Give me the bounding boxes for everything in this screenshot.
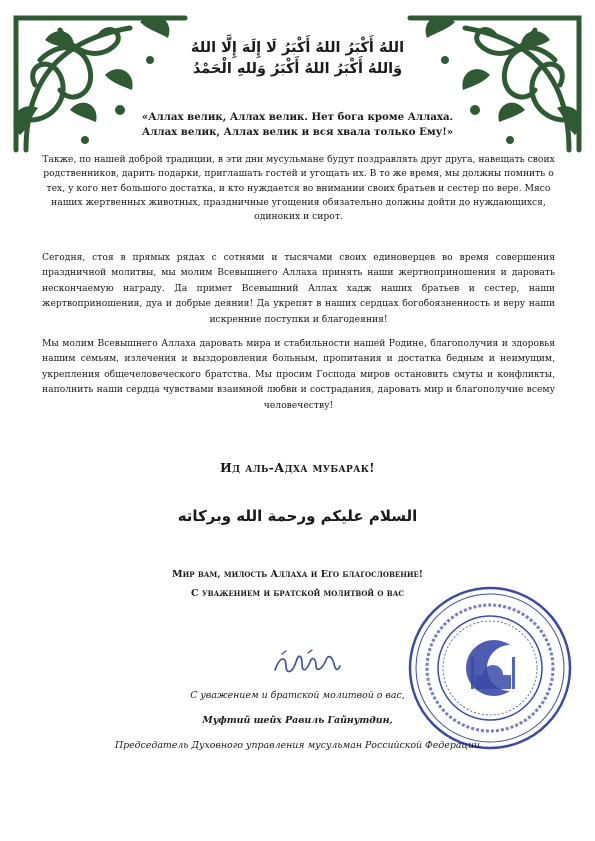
signoff-line-1: С уважением и братской молитвой о вас,: [190, 690, 405, 701]
arabic-takbir-line-2: وَاللهُ أَكْبَرُ اللهُ أَكْبَرُ وَللهِ الْحَمْدُ: [192, 61, 403, 77]
arabic-takbir-line-1: اللهُ أَكْبَرُ اللهُ أَكْبَرُ لَا إِلَهَ إِلَّا اللهُ: [190, 40, 405, 56]
takbir-translation-line-2: Аллах велик, Аллах велик и вся хвала только Ему!»: [141, 126, 454, 138]
paragraph-supplication: Мы молим Всевышнего Аллаха даровать мира и стабильности нашей Родине, благополучия и здоровья нашим семьям, излечения и выздоровления больным, пропитания и достатка бедным и неимущим, укрепления общечеловеческого братства. Мы просим Господа миров остановить смуты и конфликты, наполнить наши сердца чувствами взаимной любви и сострадания, даровать мир и благополучие всему человечеству!: [42, 338, 555, 411]
arabic-takbir-heading: [140, 38, 455, 80]
signoff-title: Председатель Духовного управления мусульман Российской Федерации: [114, 740, 481, 751]
paragraph-traditions: Также, по нашей доброй традиции, в эти дни мусульмане будут поздравлять друг друга, навещать своих родственников, дарить подарки, приглашать гостей и угощать их. В то же время, мы должны помнить о тех, у кого нет большого достатка, и кто нуждается во внимании своих братьев и сестер по вере. Мясо наших жертвенных животных, праздничные угощения обязательно должны дойти до нуждающихся, одиноких и сирот.: [42, 154, 555, 223]
peace-line-2: С уважением и братской молитвой о вас: [191, 588, 404, 599]
salam-arabic: السلام عليكم ورحمة الله وبركاته: [177, 507, 418, 525]
signoff-block: [0, 690, 595, 765]
mufti-signature: [272, 648, 342, 678]
paragraph-prayer: Сегодня, стоя в прямых рядах с сотнями и тысячами своих единоверцев во время совершения праздничной молитвы, мы молим Всевышнего Аллаха принять наши жертвоприношения и даровать нескончаемую награду. Да примет Всевышний Аллах хадж наших братьев и сестер, наши жертвоприношения, дуа и добрые деяния! Да укрепят в наших сердцах богобоязненность и веру наши искренние поступки и благодеяния!: [42, 252, 555, 325]
takbir-translation: [120, 110, 475, 140]
takbir-translation-line-1: «Аллах велик, Аллах велик. Нет бога кроме Аллаха.: [141, 111, 454, 123]
signoff-author: Муфтий шейх Равиль Гайнутдин,: [202, 715, 393, 726]
peace-line-1: Мир вам, милость Аллаха и Его благословение!: [171, 569, 424, 580]
eid-greeting: Ид аль-Адха мубарак!: [220, 460, 375, 475]
